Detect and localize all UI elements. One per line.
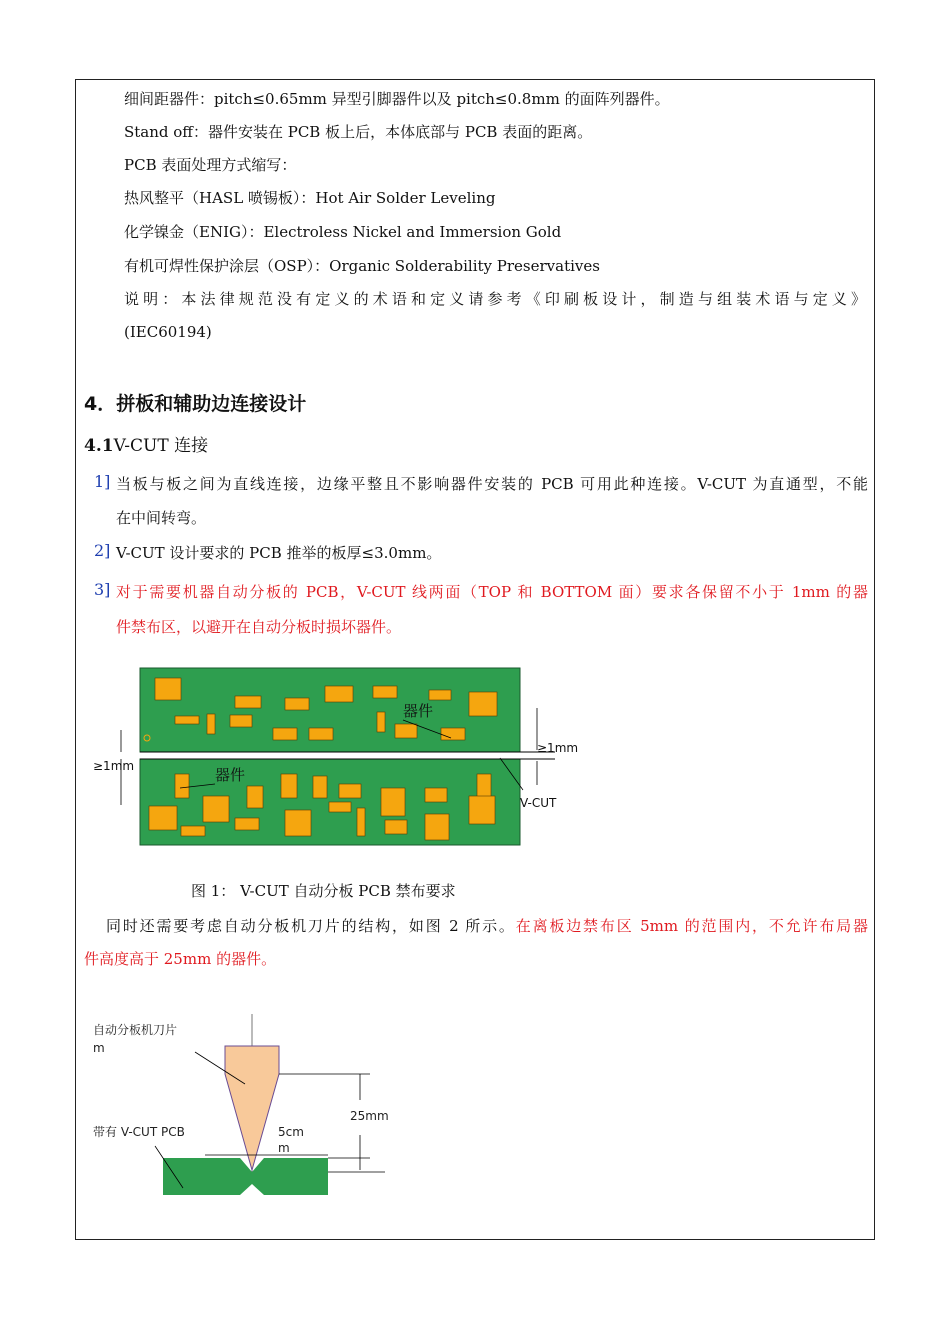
item-3-line1: 对于需要机器自动分板的 PCB，V-CUT 线两面（TOP 和 BOTTOM 面）要求各保留不小于 1mm 的器 <box>116 583 868 601</box>
dim-25-label: 25mm <box>350 1109 389 1123</box>
dim-5-label-m: m <box>278 1141 290 1155</box>
subsection-label: V-CUT 连接 <box>113 436 209 456</box>
item-1-line1: 当板与板之间为直线连接，边缘平整且不影响器件安装的 PCB 可用此种连接。V-CUT 为直通型，不能 <box>116 475 868 493</box>
note-ref: (IEC60194) <box>124 323 212 341</box>
figure-1-caption: 图 1： V-CUT 自动分板 PCB 禁布要求 <box>191 882 456 900</box>
blade-paragraph-line1 <box>84 916 868 936</box>
item-2-line1: V-CUT 设计要求的 PCB 推举的板厚≤3.0mm。 <box>116 544 442 562</box>
hasl-line: 热风整平（HASL 喷锡板）：Hot Air Solder Leveling <box>124 189 496 207</box>
figure-1-vcut-diagram <box>85 660 605 860</box>
blade-label-m: m <box>93 1041 105 1055</box>
enig-line: 化学镍金（ENIG）：Electroless Nickel and Immersion Gold <box>124 223 562 241</box>
standoff-line: Stand off：器件安装在 PCB 板上后，本体底部与 PCB 表面的距离。 <box>124 123 593 141</box>
pcb-with-vcut <box>163 1158 328 1195</box>
pcb-label: 带有 V-CUT PCB <box>93 1125 185 1139</box>
label-component-bottom: 器件 <box>215 766 246 784</box>
note-line: 说明：本法律规范没有定义的术语和定义请参考《印刷板设计，制造与组装术语与定义》 <box>124 290 866 308</box>
qfp-chip <box>155 678 181 700</box>
item-1-number: 1] <box>94 472 111 491</box>
label-1mm-left: ≥1mm <box>93 759 135 773</box>
figure-2-blade-diagram <box>85 1010 405 1205</box>
blade-label: 自动分板机刀片 <box>93 1023 178 1037</box>
item-3-line2: 件禁布区，以避开在自动分板时损坏器件。 <box>116 618 402 636</box>
blade-paragraph-red2: 件高度高于 25mm 的器件。 <box>84 950 277 968</box>
subsection-title <box>84 435 208 457</box>
item-1-line2: 在中间转弯。 <box>116 509 207 527</box>
blade-paragraph-lead: 同时还需要考虑自动分板机刀片的结构，如图 2 所示。 <box>106 917 516 935</box>
component-bottom <box>175 774 189 798</box>
dim-5-label: 5cm <box>278 1125 304 1139</box>
blade-shape <box>225 1046 279 1170</box>
section-title: 4．拼板和辅助边连接设计 <box>84 393 307 415</box>
label-1mm-right: ≥1mm <box>537 741 579 755</box>
item-3-number: 3] <box>94 580 111 599</box>
pcb-finish-line: PCB 表面处理方式缩写： <box>124 156 297 174</box>
osp-line: 有机可焊性保护涂层（OSP）：Organic Solderability Preservatives <box>124 257 600 275</box>
subsection-number: 4.1 <box>84 436 114 456</box>
label-vcut: V-CUT <box>520 796 557 810</box>
label-component-top: 器件 <box>403 702 434 720</box>
fine-pitch-line: 细间距器件：pitch≤0.65mm 异型引脚器件以及 pitch≤0.8mm 的面阵列器件。 <box>124 90 670 108</box>
blade-paragraph-red1: 在离板边禁布区 5mm 的范围内，不允许布局器 <box>515 917 868 935</box>
item-2-number: 2] <box>94 541 111 560</box>
